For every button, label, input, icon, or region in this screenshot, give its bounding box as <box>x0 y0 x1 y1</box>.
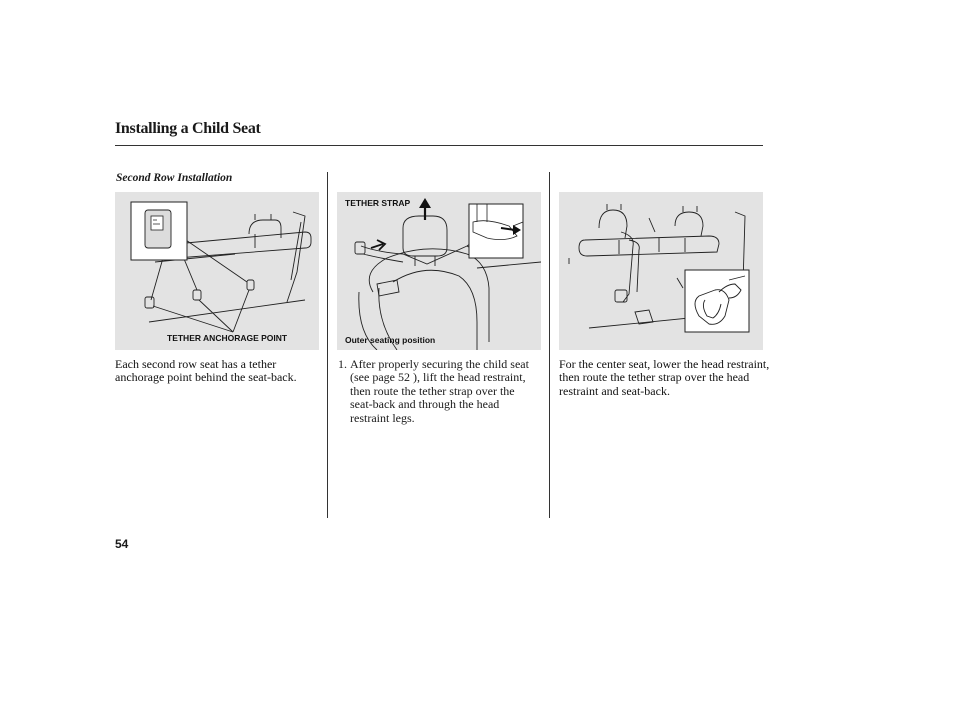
tether-strap-illustration <box>337 192 541 350</box>
tether-strap-caption: TETHER STRAP <box>345 198 411 208</box>
anchorage-caption: TETHER ANCHORAGE POINT <box>167 333 288 343</box>
outer-seating-caption: Outer seating position <box>345 335 436 345</box>
title-rule <box>115 145 763 146</box>
anchorage-figure <box>115 192 319 350</box>
column-1-text: Each second row seat has a tether anchorage point behind the seat-back. <box>115 357 297 385</box>
section-subtitle: Second Row Installation <box>116 172 233 184</box>
tether-strap-figure <box>337 192 541 350</box>
page-title: Installing a Child Seat <box>115 120 261 137</box>
column-3-text: For the center seat, lower the head restraint, then route the tether strap over the head restraint and seat-back. <box>559 357 770 398</box>
step-1-text: After properly securing the child seat (see page 52 ), lift the head restraint, then route the tether strap over the seat-back and through the head restraint legs. <box>350 357 529 425</box>
column-divider-1 <box>327 172 328 518</box>
page-number: 54 <box>115 537 129 551</box>
column-divider-2 <box>549 172 550 518</box>
anchorage-illustration <box>115 192 319 350</box>
center-seat-illustration <box>559 192 763 350</box>
step-number: 1. <box>338 357 347 371</box>
center-seat-figure <box>559 192 763 350</box>
